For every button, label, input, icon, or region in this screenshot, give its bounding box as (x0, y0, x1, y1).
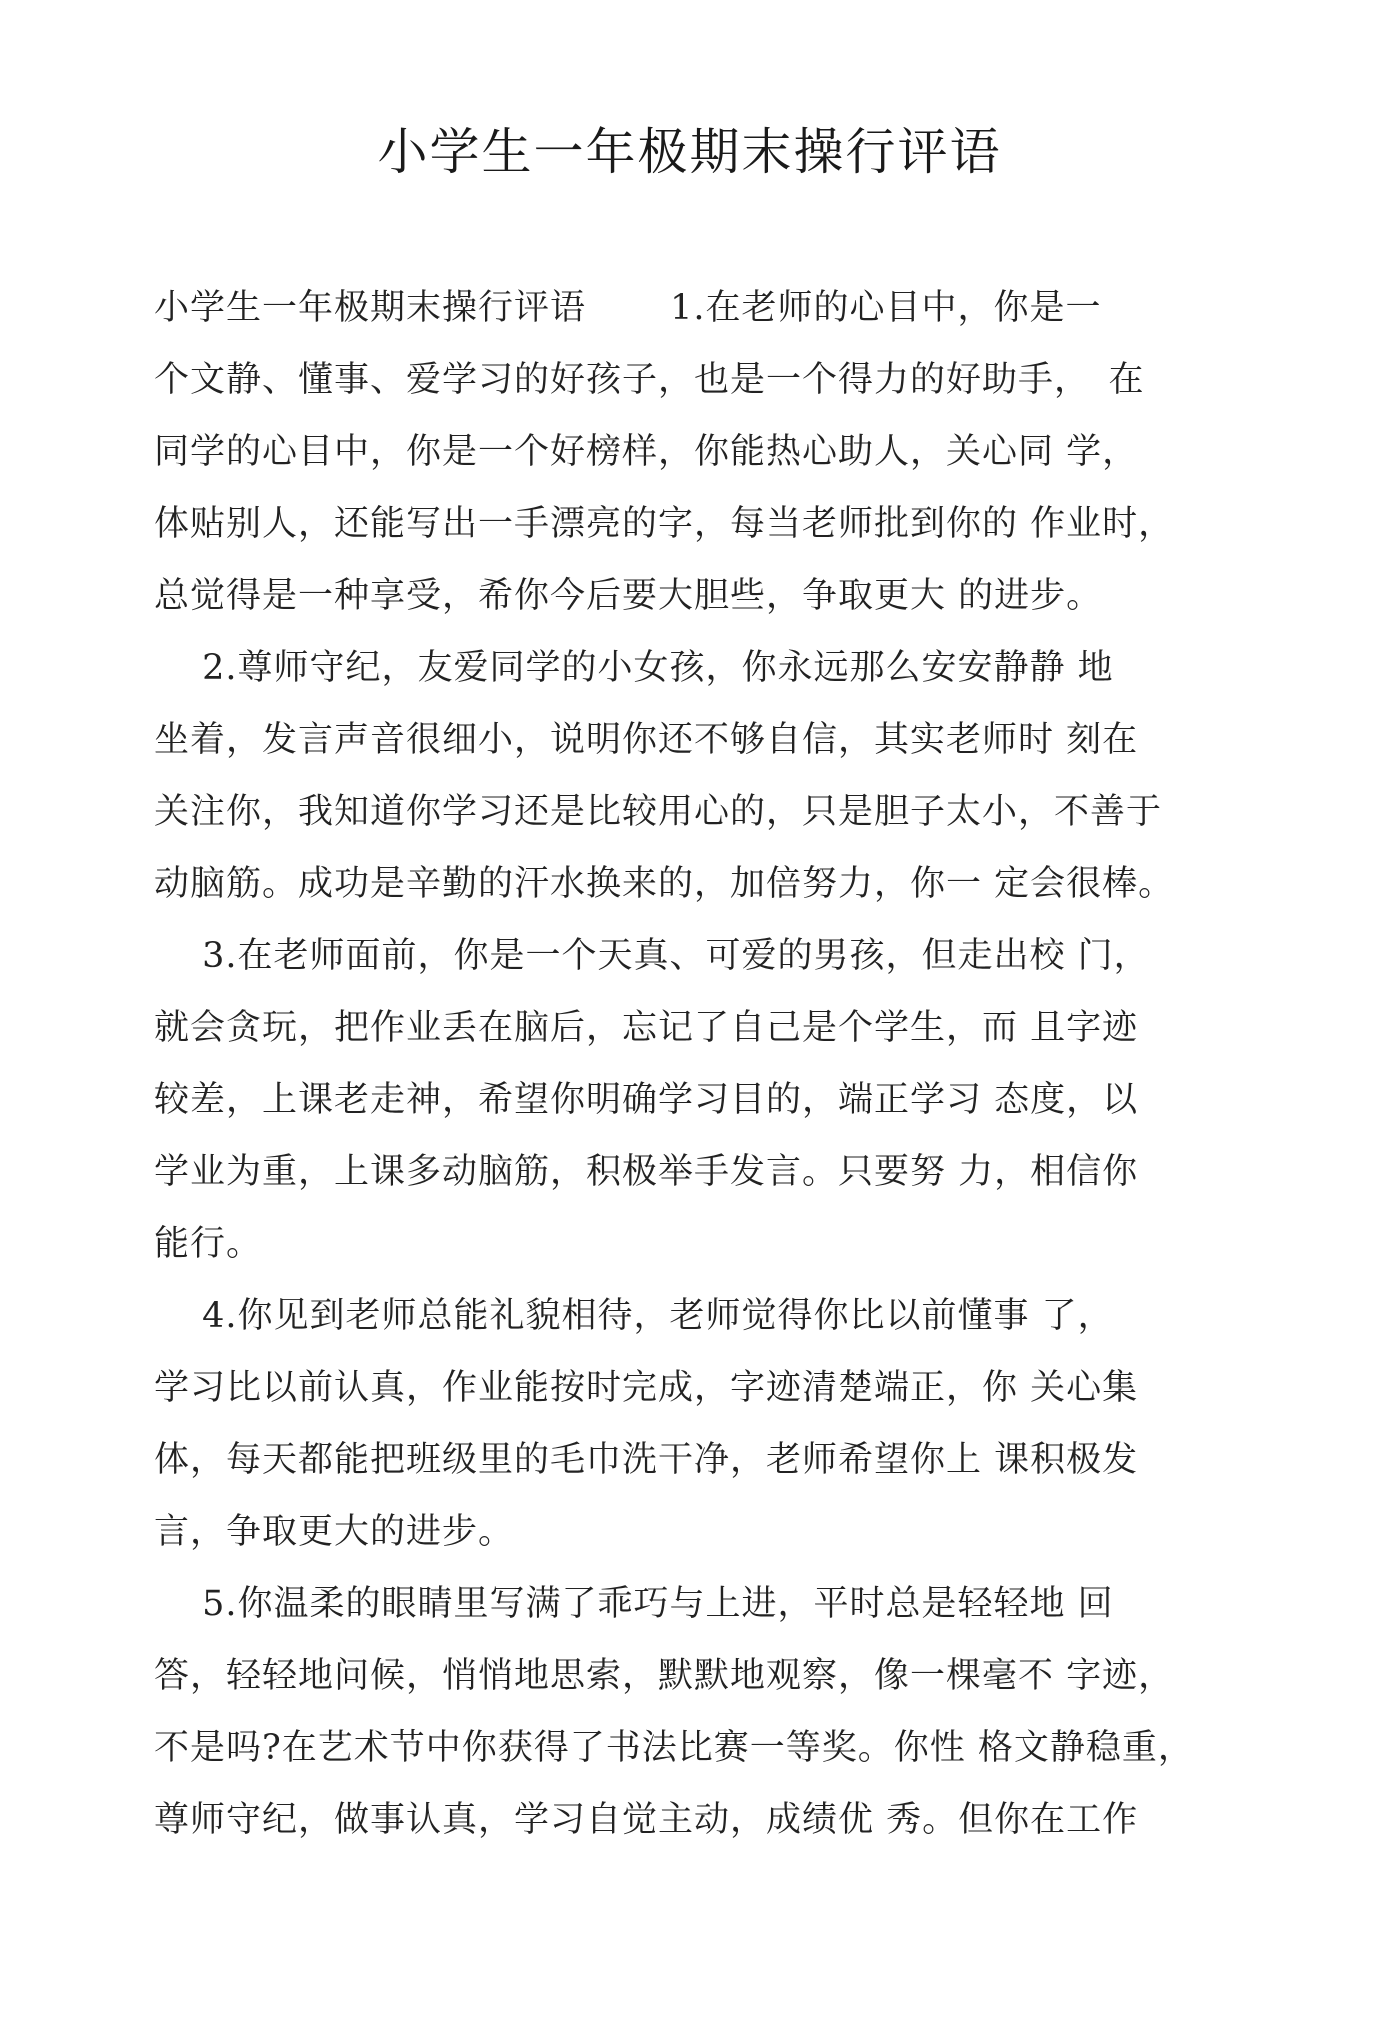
body-line: 坐着，发言声音很细小，说明你还不够自信，其实老师时 刻在 (154, 720, 1139, 760)
body-line: 5.你温柔的眼睛里写满了乖巧与上进，平时总是轻轻地 回 (154, 1584, 1114, 1624)
body-line: 就会贪玩，把作业丢在脑后，忘记了自己是个学生，而 且字迹 (154, 1008, 1139, 1048)
body-line: 体贴别人，还能写出一手漂亮的字，每当老师批到你的 作业时， (154, 504, 1175, 544)
body-line: 言，争取更大的进步。 (154, 1512, 515, 1552)
body-line: 2.尊师守纪，友爱同学的小女孩，你永远那么安安静静 地 (154, 648, 1114, 688)
body-line: 关注你，我知道你学习还是比较用心的，只是胆子太小，不善于 (154, 792, 1163, 832)
document-title: 小学生一年极期末操行评语 (377, 123, 1002, 181)
body-line: 个文静、懂事、爱学习的好孩子，也是一个得力的好助手， 在 (154, 360, 1145, 400)
body-line: 学业为重，上课多动脑筋，积极举手发言。只要努 力，相信你 (154, 1152, 1139, 1192)
body-line: 同学的心目中，你是一个好榜样，你能热心助人，关心同 学， (154, 432, 1139, 472)
body-line: 尊师守纪，做事认真，学习自觉主动，成绩优 秀。但你在工作 (154, 1800, 1139, 1840)
body-line: 4.你见到老师总能礼貌相待，老师觉得你比以前懂事 了， (154, 1296, 1114, 1336)
body-line: 总觉得是一种享受，希你今后要大胆些，争取更大 的进步。 (154, 576, 1103, 616)
body-line: 能行。 (154, 1224, 263, 1264)
body-line: 动脑筋。成功是辛勤的汗水换来的，加倍努力，你一 定会很棒。 (154, 864, 1175, 904)
body-line: 体，每天都能把班级里的毛巾洗干净，老师希望你上 课积极发 (154, 1440, 1139, 1480)
body-line: 小学生一年极期末操行评语 1.在老师的心目中，你是一 (154, 288, 1102, 328)
body-line: 3.在老师面前，你是一个天真、可爱的男孩，但走出校 门， (154, 936, 1150, 976)
body-line: 学习比以前认真，作业能按时完成，字迹清楚端正，你 关心集 (154, 1368, 1139, 1408)
body-line: 较差，上课老走神，希望你明确学习目的，端正学习 态度，以 (154, 1080, 1139, 1120)
body-line: 答，轻轻地问候，悄悄地思索，默默地观察，像一棵毫不 字迹， (154, 1656, 1175, 1696)
body-line: 不是吗?在艺术节中你获得了书法比赛一等奖。你性 格文静稳重， (154, 1728, 1194, 1768)
